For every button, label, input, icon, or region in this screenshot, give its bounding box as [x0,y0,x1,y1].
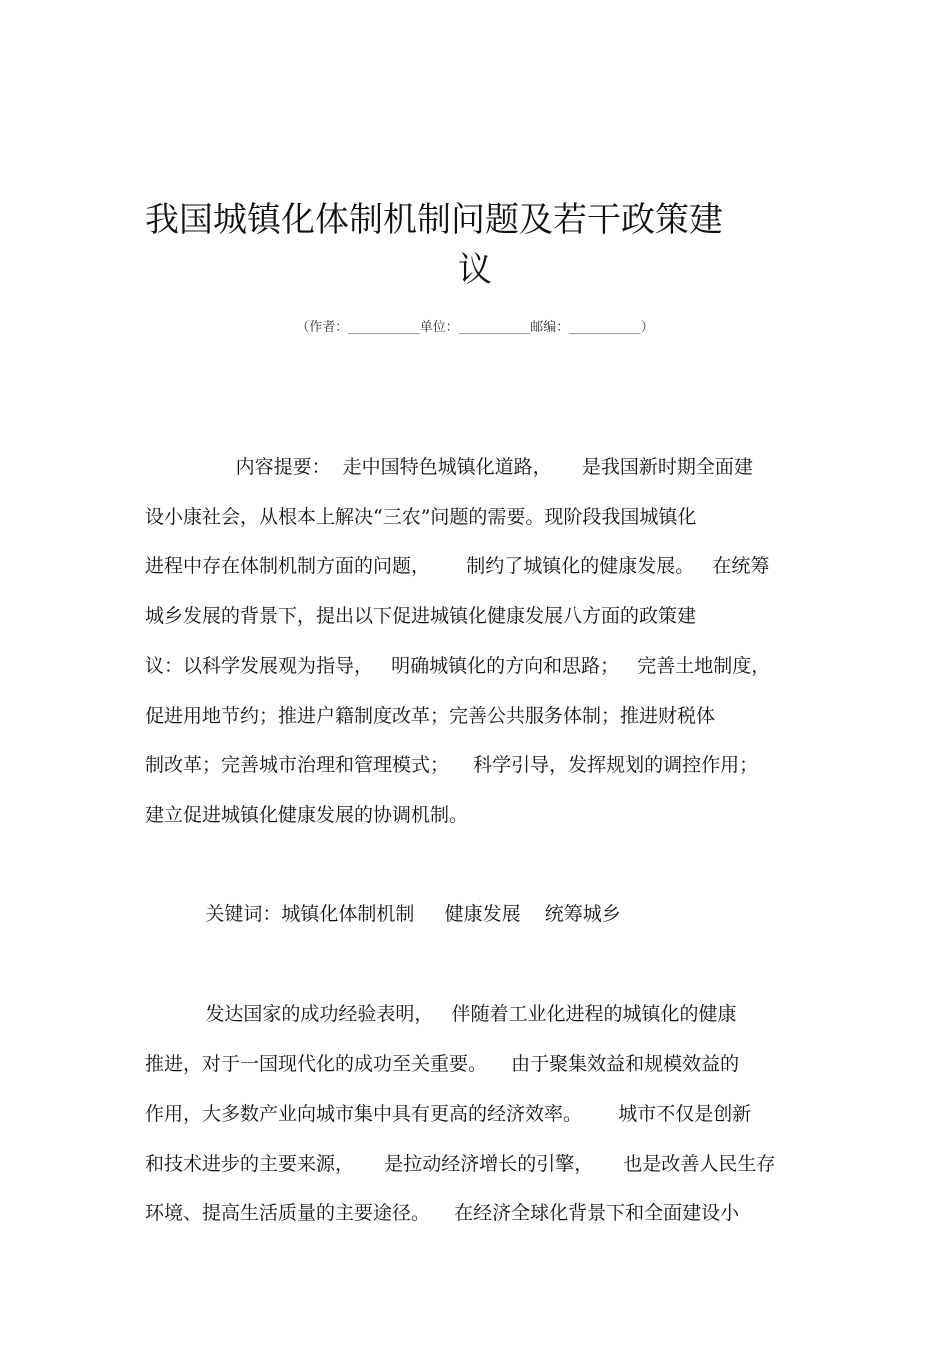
body-line: 环境、提高生活质量的主要途径。 在经济全球化背景下和全面建设小 [145,1202,740,1224]
abstract-line: 内容提要： 走中国特色城镇化道路， 是我国新时期全面建 [145,456,753,478]
abstract-line: 议：以科学发展观为指导， 明确城镇化的方向和思路； 完善土地制度， [145,655,771,677]
abstract-line: 进程中存在体制机制方面的问题， 制约了城镇化的健康发展。 在统筹 [145,555,770,577]
abstract-line: 制改革；完善城市治理和管理模式； 科学引导，发挥规划的调控作用； [145,754,759,776]
body-line: 发达国家的成功经验表明， 伴随着工业化进程的城镇化的健康 [145,1003,737,1025]
abstract-line: 城乡发展的背景下，提出以下促进城镇化健康发展八方面的政策建 [145,605,697,627]
abstract-line: 促进用地节约；推进户籍制度改革；完善公共服务体制；推进财税体 [145,705,716,727]
document-title-line-1: 我国城镇化体制机制问题及若干政策建 [145,200,723,240]
body-line: 推进，对于一国现代化的成功至关重要。 由于聚集效益和规模效益的 [145,1053,740,1075]
body-line: 和技术进步的主要来源， 是拉动经济增长的引擎， 也是改善人民生存 [145,1153,776,1175]
keywords-line: 关键词：城镇化体制机制 健康发展 统筹城乡 [145,903,621,925]
document-title-line-2: 议 [458,250,492,290]
abstract-line: 设小康社会，从根本上解决“三农”问题的需要。现阶段我国城镇化 [145,506,697,528]
author-info-line: （作者：___________单位：___________邮编：___________） [296,320,654,335]
body-line: 作用，大多数产业向城市集中具有更高的经济效率。 城市不仅是创新 [145,1103,752,1125]
abstract-line: 建立促进城镇化健康发展的协调机制。 [145,804,469,826]
